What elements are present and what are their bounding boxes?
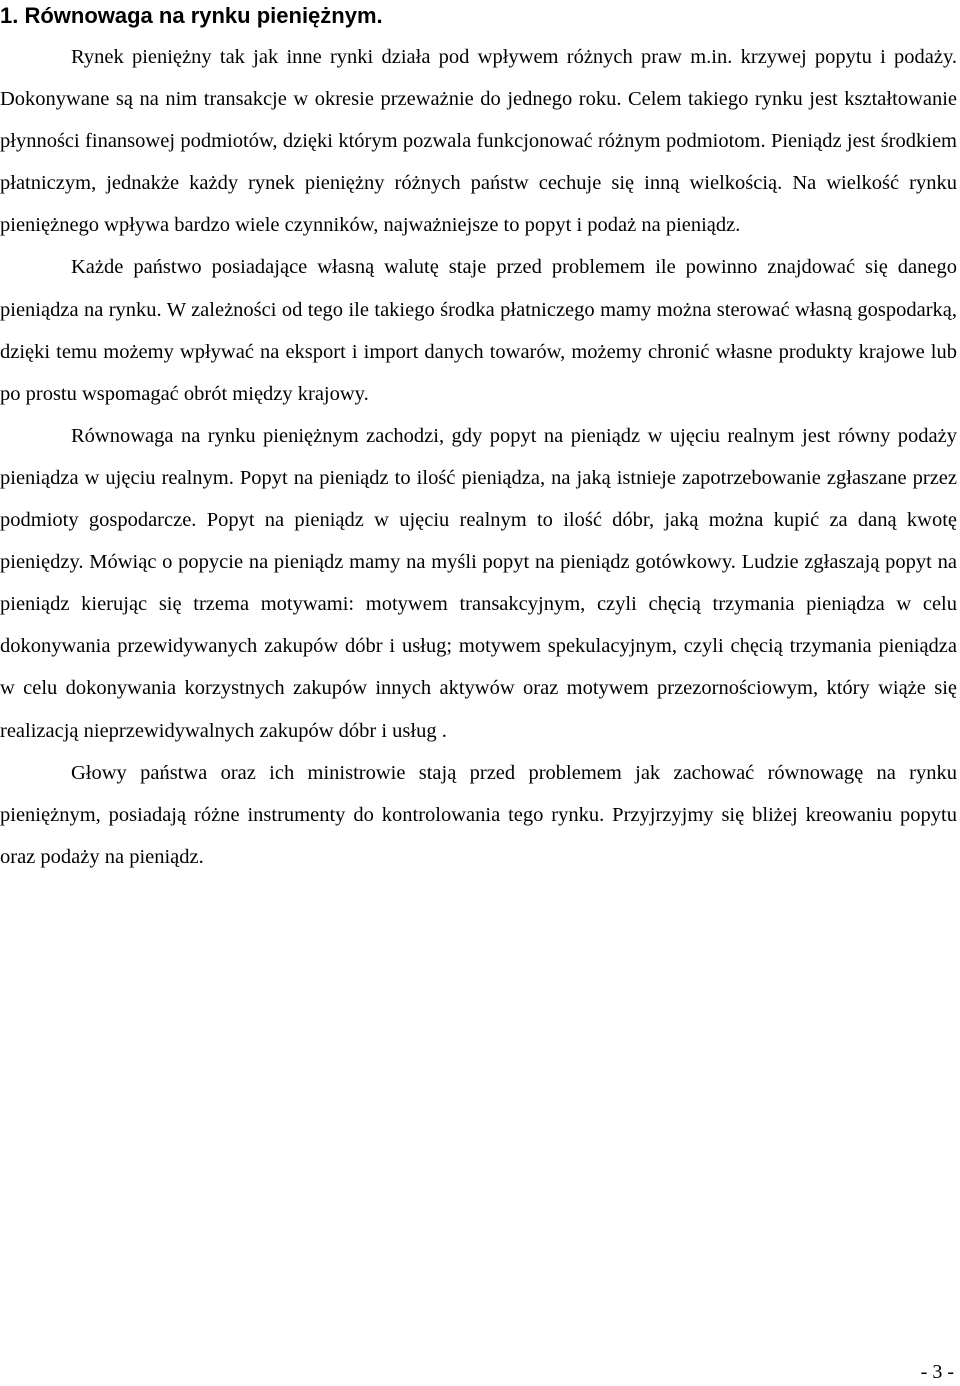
page-number: - 3 -	[920, 1361, 954, 1383]
body-text	[0, 36, 957, 878]
paragraph-4: Głowy państwa oraz ich ministrowie stają przed problemem jak zachować równowagę na rynku pieniężnym, posiadają różne instrumenty do kontrolowania tego rynku. Przyjrzyjmy się bliżej kreowaniu popytu oraz podaży na pieniądz.	[0, 761, 957, 868]
paragraph-3: Równowaga na rynku pieniężnym zachodzi, gdy popyt na pieniądz w ujęciu realnym jest równy podaży pieniądza w ujęciu realnym. Popyt na pieniądz to ilość pieniądza, na jaką istnieje zapotrzebowanie zgłaszane przez podmioty gospodarcze. Popyt na pieniądz w ujęciu realnym to ilość dóbr, jaką można kupić za daną kwotę pieniędzy. Mówiąc o popycie na pieniądz mamy na myśli popyt na pieniądz gotówkowy. Ludzie zgłaszają popyt na pieniądz kierując się trzema motywami: motywem transakcyjnym, czyli chęcią trzymania pieniądza w celu dokonywania przewidywanych zakupów dóbr i usług; motywem spekulacyjnym, czyli chęcią trzymania pieniądza w celu dokonywania korzystnych zakupów innych aktywów oraz motywem przezornościowym, który wiąże się realizacją nieprzewidywalnych zakupów dóbr i usług .	[0, 424, 957, 742]
paragraph-2: Każde państwo posiadające własną walutę staje przed problemem ile powinno znajdować się danego pieniądza na rynku. W zależności od tego ile takiego środka płatniczego mamy można sterować własną gospodarką, dzięki temu możemy wpływać na eksport i import danych towarów, możemy chronić własne produkty krajowe lub po prostu wspomagać obrót między krajowy.	[0, 256, 957, 405]
section-heading: 1. Równowaga na rynku pieniężnym.	[0, 3, 383, 28]
paragraph-1: Rynek pieniężny tak jak inne rynki działa pod wpływem różnych praw m.in. krzywej popytu i podaży. Dokonywane są na nim transakcje w okresie przeważnie do jednego roku. Celem takiego rynku jest kształtowanie płynności finansowej podmiotów, dzięki którym pozwala funkcjonować różnym podmiotom. Pieniądz jest środkiem płatniczym, jednakże każdy rynek pieniężny różnych państw cechuje się inną wielkością. Na wielkość rynku pieniężnego wpływa bardzo wiele czynników, najważniejsze to popyt i podaż na pieniądz.	[0, 46, 957, 237]
